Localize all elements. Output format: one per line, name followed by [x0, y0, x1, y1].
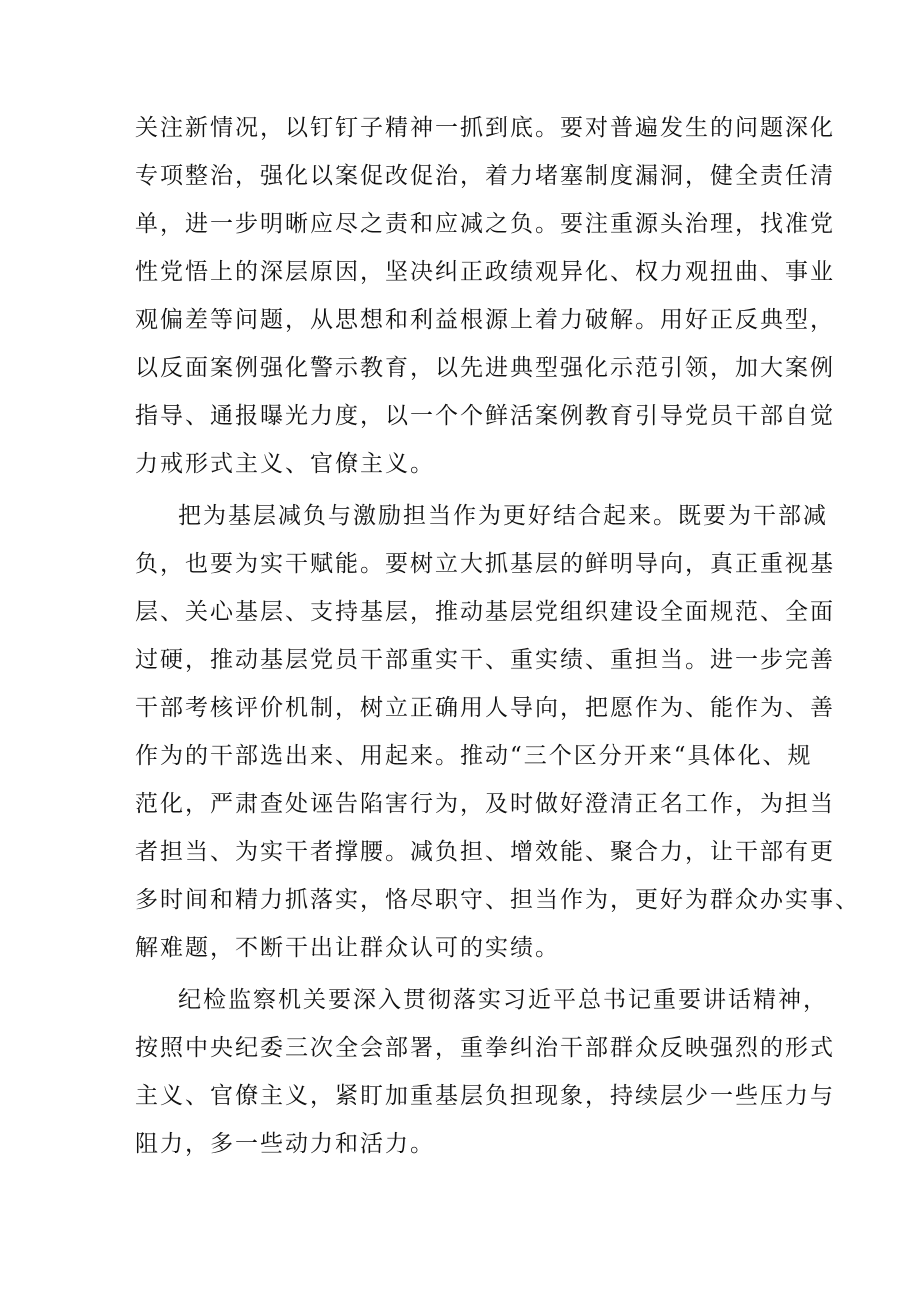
- text-line-22: 阻力，多一些动力和活力。: [135, 1131, 435, 1157]
- text-line-7: 指导、通报曝光力度，以一个个鲜活案例教育引导党员干部自觉: [135, 403, 835, 429]
- text-line-21: 主义、官僚主义，紧盯加重基层负担现象，持续层少一些压力与: [135, 1083, 835, 1109]
- text-line-18: 解难题，不断干出让群众认可的实绩。: [135, 935, 560, 961]
- text-line-17: 多时间和精力抓落实，恪尽职守、担当作为，更好为群众办实事、: [135, 887, 860, 913]
- text-line-12: 过硬，推动基层党员干部重实干、重实绩、重担当。进一步完善: [135, 647, 835, 673]
- text-line-6: 以反面案例强化警示教育，以先进典型强化示范引领，加大案例: [135, 355, 835, 381]
- text-line-15: 范化，严肃查处诬告陷害行为，及时做好澄清正名工作，为担当: [135, 791, 835, 817]
- text-line-19: 纪检监察机关要深入贯彻落实习近平总书记重要讲话精神，: [178, 987, 828, 1013]
- text-line-10: 负，也要为实干赋能。要树立大抓基层的鲜明导向，真正重视基: [135, 551, 835, 577]
- text-line-14: 作为的干部选出来、用起来。推动“三个区分开来“具体化、规: [135, 743, 813, 769]
- text-line-2: 专项整治，强化以案促改促治，着力堵塞制度漏洞，健全责任清: [135, 163, 835, 189]
- text-line-11: 层、关心基层、支持基层，推动基层党组织建设全面规范、全面: [135, 599, 835, 625]
- text-line-1: 关注新情况，以钉钉子精神一抓到底。要对普遍发生的问题深化: [135, 115, 835, 141]
- text-line-5: 观偏差等问题，从思想和利益根源上着力破解。用好正反典型，: [135, 307, 835, 333]
- text-line-16: 者担当、为实干者撑腰。减负担、增效能、聚合力，让干部有更: [135, 839, 835, 865]
- text-line-8: 力戒形式主义、官僚主义。: [135, 451, 435, 477]
- text-line-9: 把为基层减负与激励担当作为更好结合起来。既要为干部减: [178, 503, 828, 529]
- text-line-20: 按照中央纪委三次全会部署，重拳纠治干部群众反映强烈的形式: [135, 1035, 835, 1061]
- text-line-3: 单，进一步明晰应尽之责和应减之负。要注重源头治理，找准党: [135, 211, 835, 237]
- text-line-13: 干部考核评价机制，树立正确用人导向，把愿作为、能作为、善: [135, 695, 835, 721]
- text-line-4: 性党悟上的深层原因，坚决纠正政绩观异化、权力观扭曲、事业: [135, 259, 835, 285]
